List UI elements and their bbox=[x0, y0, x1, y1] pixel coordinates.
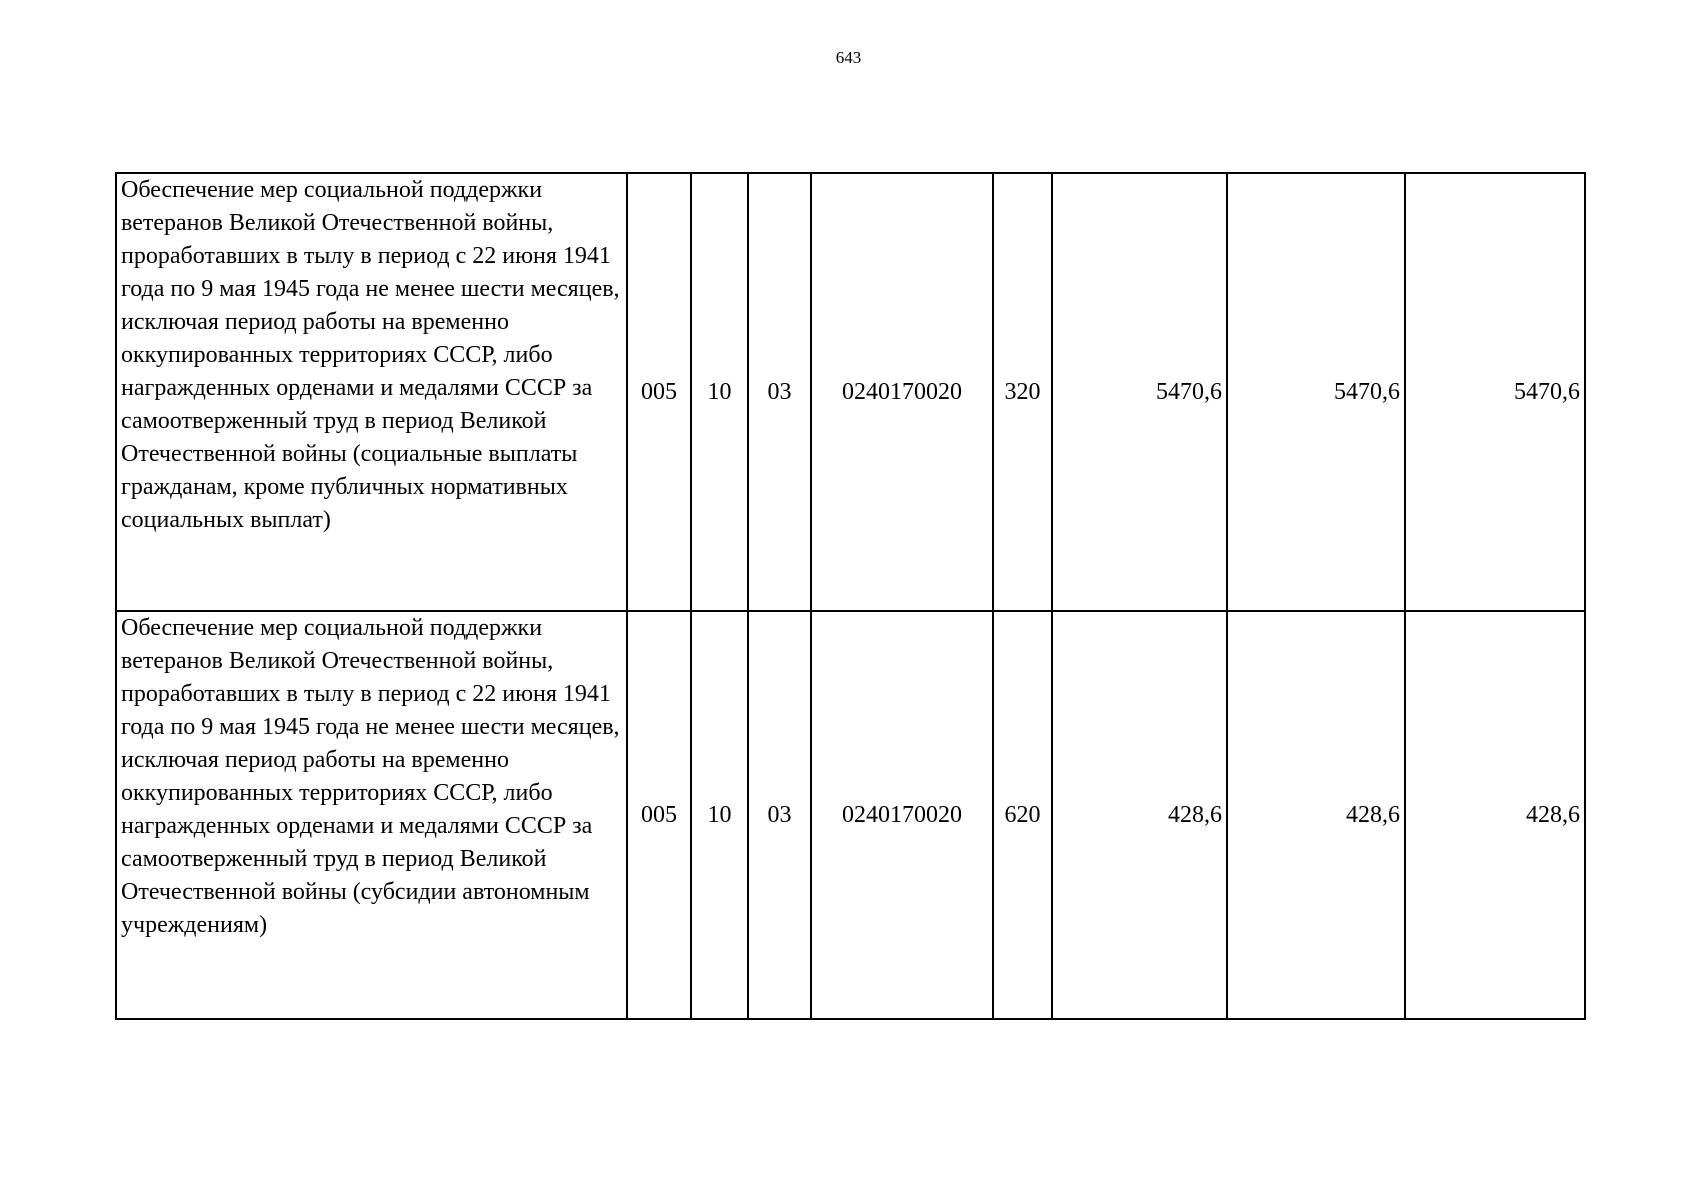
ministry-code-cell: 005 bbox=[627, 611, 691, 1019]
page-number: 643 bbox=[835, 48, 862, 67]
amount-cell-3: 5470,6 bbox=[1405, 173, 1585, 611]
subsection-code-cell: 03 bbox=[748, 173, 811, 611]
ministry-code-cell: 005 bbox=[627, 173, 691, 611]
amount-cell-2: 5470,6 bbox=[1227, 173, 1405, 611]
description-cell: Обеспечение мер социальной поддержки ветеранов Великой Отечественной войны, проработавших в тылу в период с 22 июня 1941 года по 9 мая 1945 года не менее шести месяцев, исключая период работы на временно оккупированных территориях СССР, либо награжденных орденами и медалями СССР за самоотверженный труд в период Великой Отечественной войны (субсидии автономным учреждениям) bbox=[116, 611, 627, 1019]
expense-type-cell: 320 bbox=[993, 173, 1052, 611]
target-article-cell: 0240170020 bbox=[811, 173, 993, 611]
target-article-cell: 0240170020 bbox=[811, 611, 993, 1019]
table-row bbox=[116, 611, 1585, 1019]
table-row bbox=[116, 173, 1585, 611]
expense-type-cell: 620 bbox=[993, 611, 1052, 1019]
section-code-cell: 10 bbox=[691, 611, 748, 1019]
budget-table bbox=[115, 172, 1586, 1020]
amount-cell-1: 428,6 bbox=[1052, 611, 1227, 1019]
amount-cell-3: 428,6 bbox=[1405, 611, 1585, 1019]
amount-cell-2: 428,6 bbox=[1227, 611, 1405, 1019]
amount-cell-1: 5470,6 bbox=[1052, 173, 1227, 611]
subsection-code-cell: 03 bbox=[748, 611, 811, 1019]
section-code-cell: 10 bbox=[691, 173, 748, 611]
description-cell: Обеспечение мер социальной поддержки ветеранов Великой Отечественной войны, проработавших в тылу в период с 22 июня 1941 года по 9 мая 1945 года не менее шести месяцев, исключая период работы на временно оккупированных территориях СССР, либо награжденных орденами и медалями СССР за самоотверженный труд в период Великой Отечественной войны (социальные выплаты гражданам, кроме публичных нормативных социальных выплат) bbox=[116, 173, 627, 611]
